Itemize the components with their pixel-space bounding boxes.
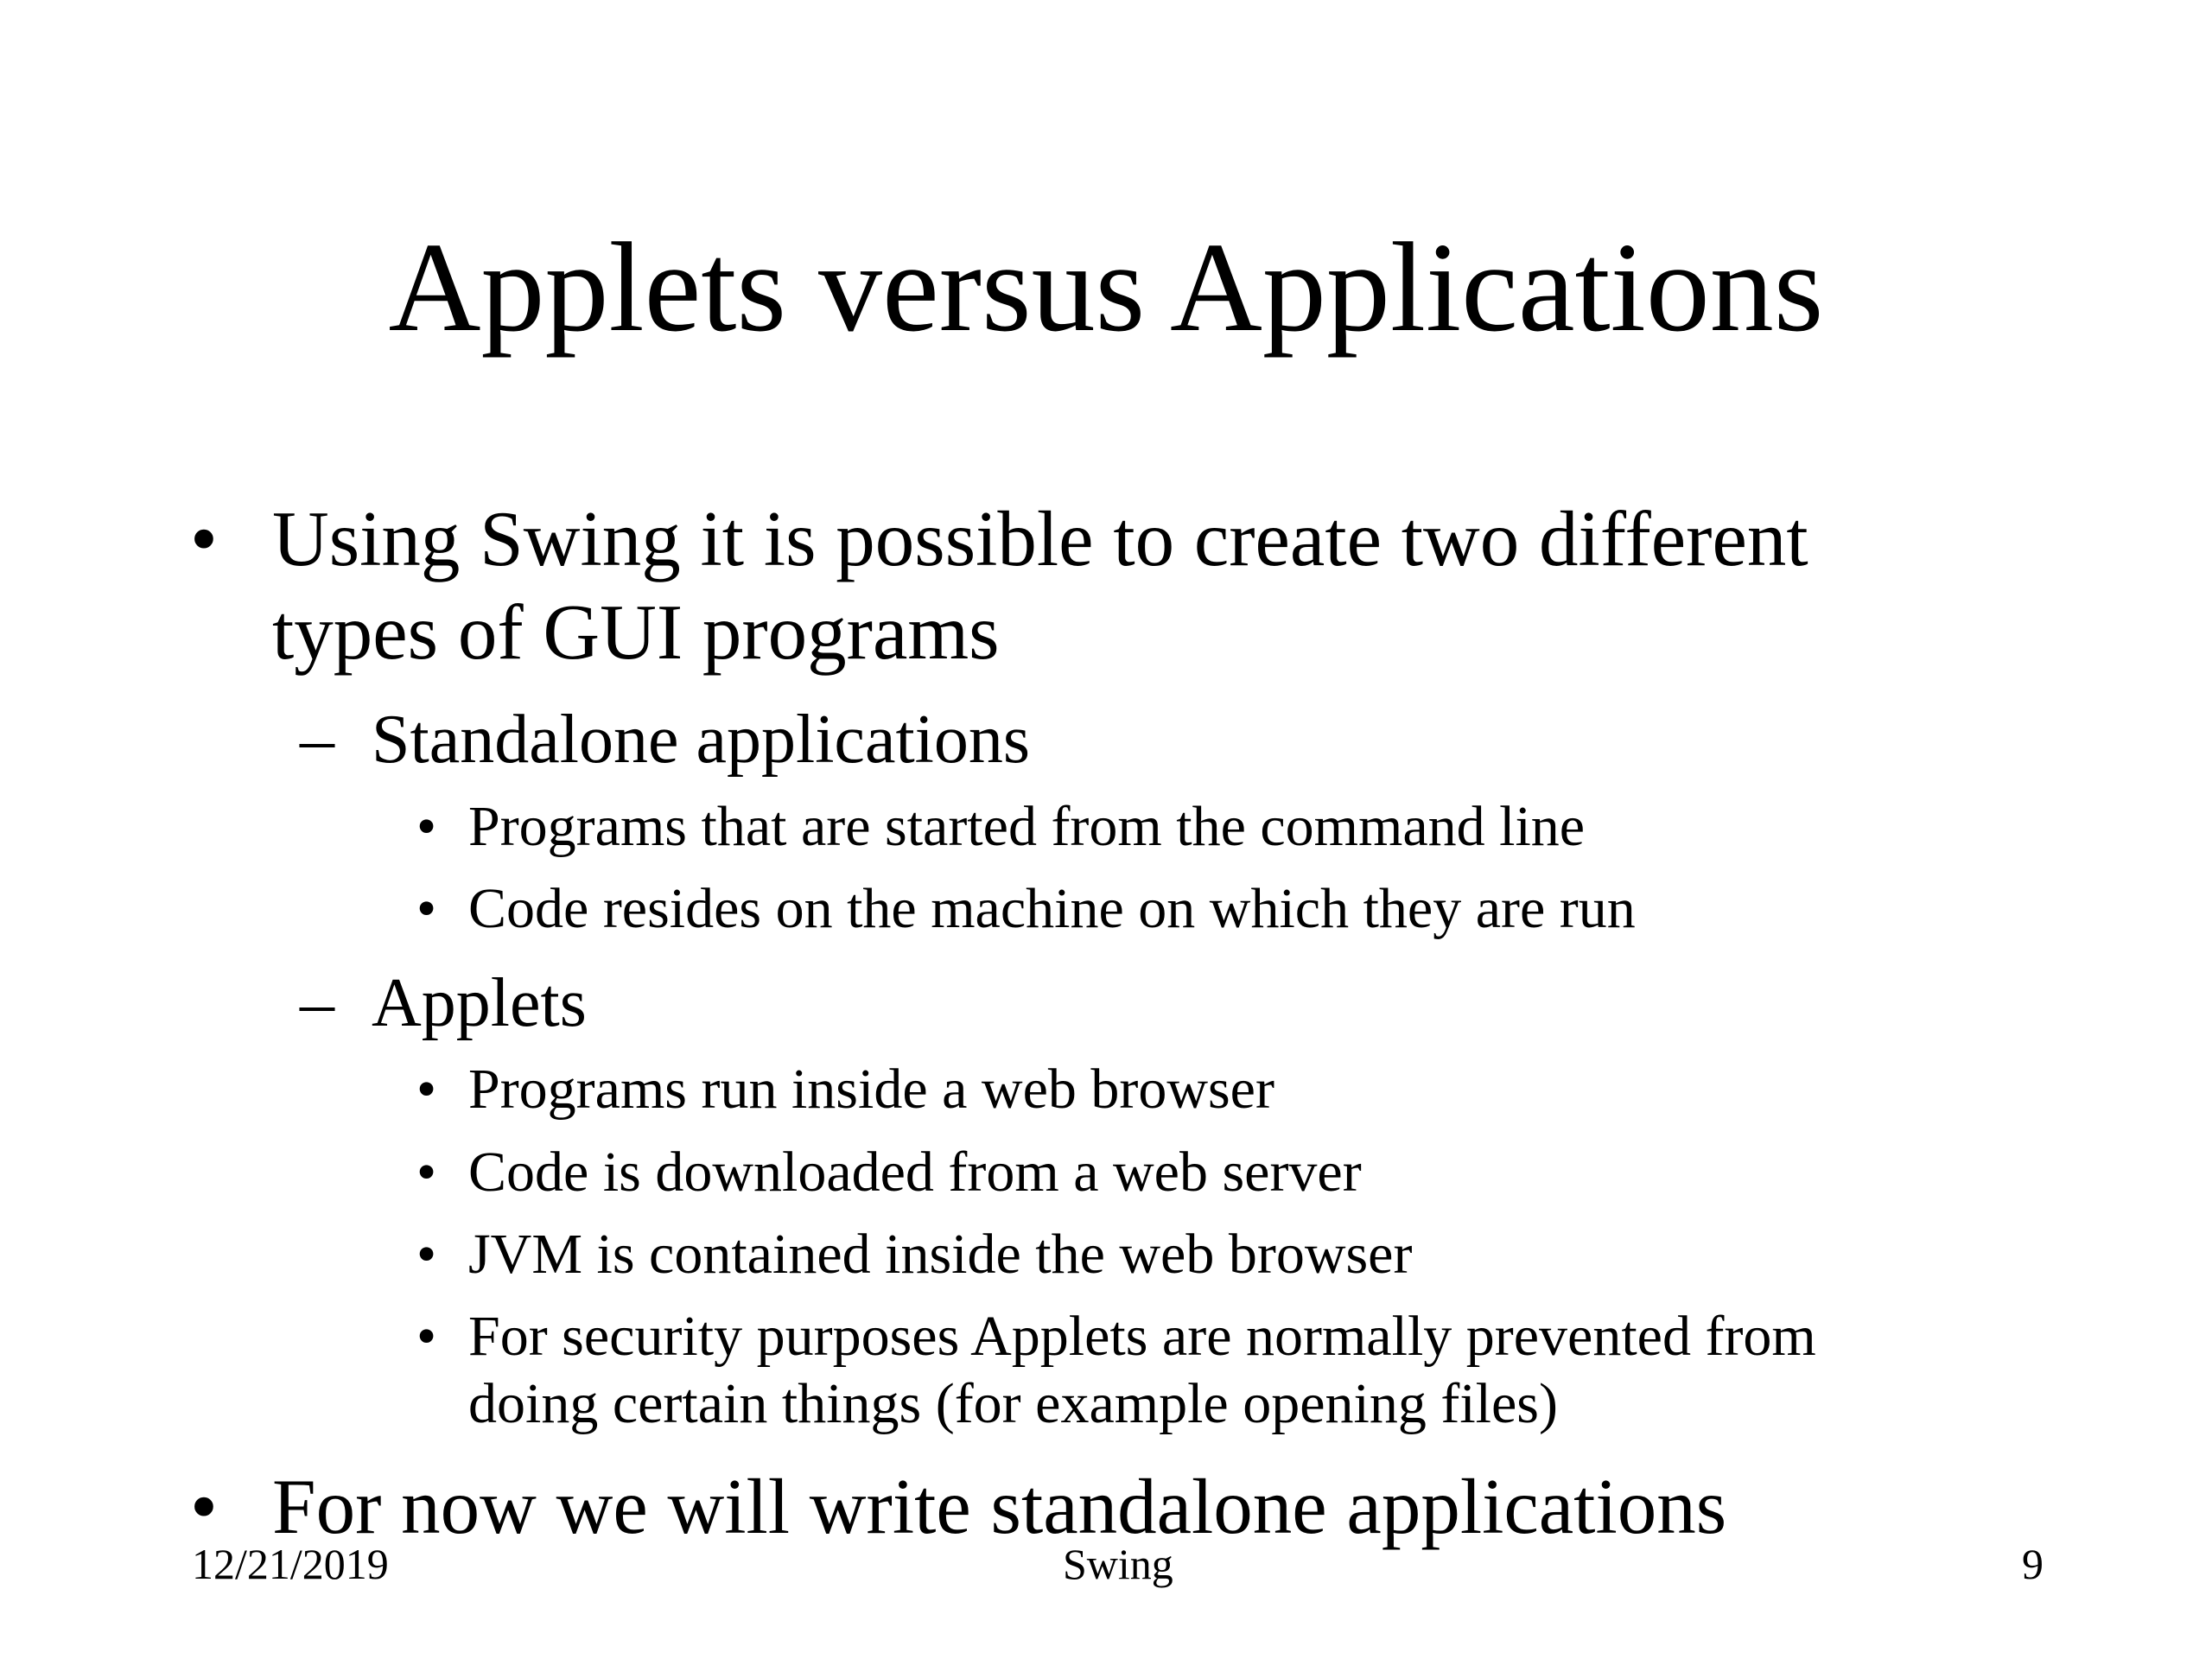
dash-icon: – [300,702,334,778]
bullet-icon: • [416,1058,437,1121]
bullet-item-level1 [190,1460,1727,1554]
bullet-item-level2 [300,698,1031,781]
bullet-text: Using Swing it is possible to create two different [272,495,1808,582]
bullet-text: JVM is contained inside the web browser [468,1223,1413,1286]
bullet-icon: • [416,877,437,940]
dash-icon: – [300,965,334,1041]
bullet-item-level3 [416,875,1636,943]
footer-topic: Swing [1063,1540,1173,1588]
bullet-item-level1 [190,493,1808,679]
bullet-icon: • [190,1463,218,1550]
bullet-text: Code resides on the machine on which they are run [468,877,1636,940]
bullet-text-continued: doing certain things (for example opening files) [468,1372,1558,1435]
bullet-icon: • [416,795,437,858]
bullet-text: For now we will write standalone applications [272,1463,1727,1550]
bullet-text: Applets [372,965,587,1041]
bullet-icon: • [416,1223,437,1286]
bullet-text: Programs run inside a web browser [468,1058,1274,1121]
bullet-text: Programs that are started from the command line [468,795,1586,858]
bullet-item-level3 [416,793,1586,861]
bullet-text: Standalone applications [372,702,1031,778]
bullet-icon: • [416,1305,437,1368]
footer-date: 12/21/2019 [192,1540,389,1588]
bullet-text-continued: types of GUI programs [272,588,1000,676]
bullet-text: Code is downloaded from a web server [468,1141,1362,1204]
bullet-item-level3 [416,1221,1413,1288]
bullet-icon: • [416,1141,437,1204]
slide-title: Applets versus Applications [388,217,1824,359]
bullet-item-level3 [416,1056,1274,1123]
footer-page-number: 9 [2022,1540,2044,1588]
bullet-text: For security purposes Applets are normally prevented from [468,1305,1816,1368]
bullet-item-level2 [300,962,587,1045]
bullet-icon: • [190,495,218,582]
bullet-item-level3 [416,1303,1816,1438]
bullet-item-level3 [416,1139,1362,1206]
